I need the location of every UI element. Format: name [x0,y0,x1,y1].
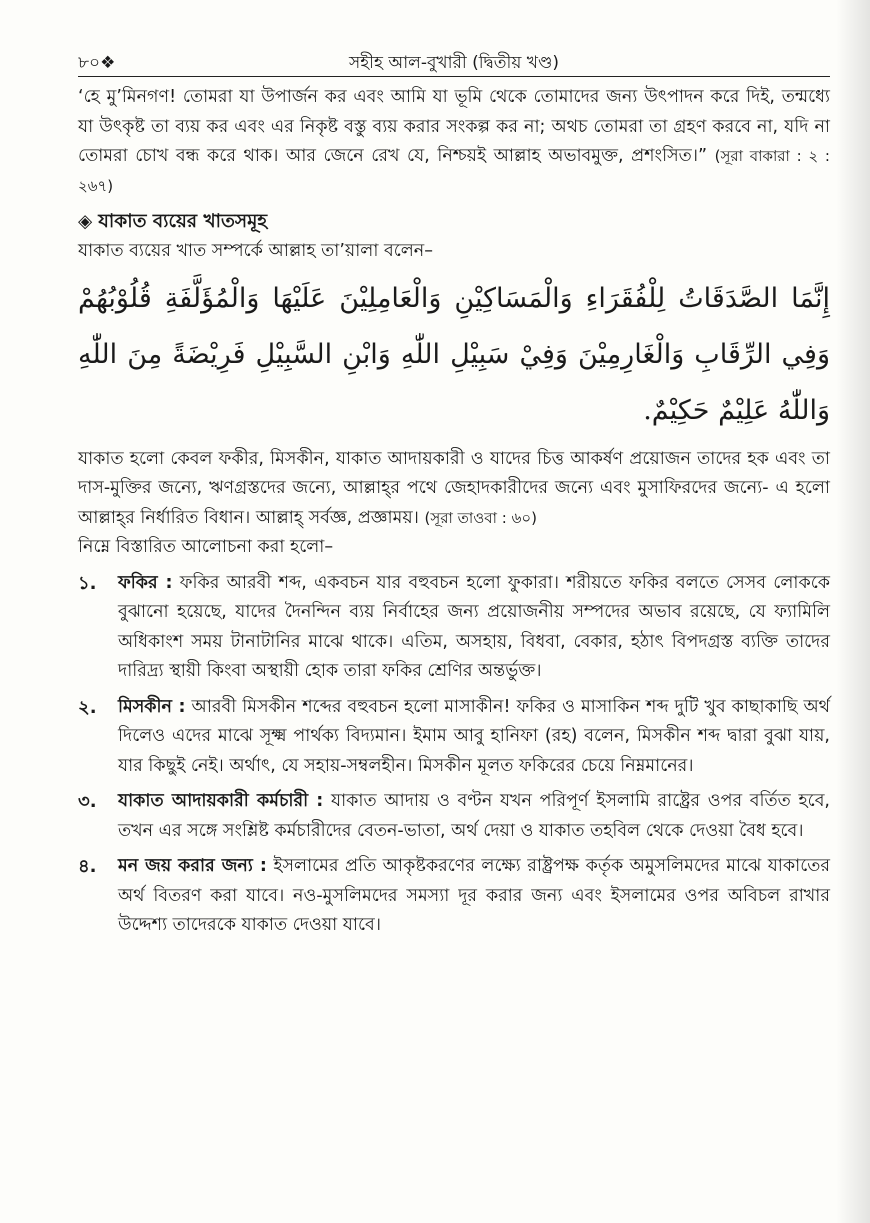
item-text: ইসলামের প্রতি আকৃষ্টকরণের লক্ষ্যে রাষ্ট্রপক্ষ কর্তৃক অমুসলিমদের মাঝে যাকাতের অর্থ বিতরণ করা যাবে। নও-মুসলিমদের সমস্যা দূর করার জন্য এবং ইসলামের ওপর অবিচল রাখার উদ্দেশ্য তাদেরকে যাকাত দেওয়া যাবে। [118,856,830,935]
translation-text: যাকাত হলো কেবল ফকীর, মিসকীন, যাকাত আদায়কারী ও যাদের চিত্ত আকর্ষণ প্রয়োজন তাদের হক এবং তা দাস-মুক্তির জন্যে, ঋণগ্রস্তদের জন্যে, আল্লাহ্‌র পথে জেহাদকারীদের জন্যে এবং মুসাফিরদের জন্যে- এ হলো আল্লাহ্‌র নির্ধারিত বিধান। আল্লাহ্ সর্বজ্ঞ, প্রজ্ঞাময়। [78,448,830,528]
item-term: যাকাত আদায়কারী কর্মচারী : [118,791,324,811]
page-edge-shadow [836,0,870,1223]
book-page [78,42,830,941]
section-lead: যাকাত ব্যয়ের খাত সম্পর্কে আল্লাহ তা’য়ালা বলেন– [78,241,433,261]
list-item [78,852,830,941]
item-body [118,852,830,941]
item-text: আরবী মিসকীন শব্দের বহুবচন হলো মাসাকীন! ফকির ও মাসাকিন শব্দ দুটি খুব কাছাকাছি অর্থ দিলেও এদের মাঝে সূক্ষ্ম পার্থক্য বিদ্যমান। ইমাম আবু হানিফা (রহ) বলেন, মিসকীন শব্দ দ্বারা বুঝা যায়, যার কিছুই নেই। অর্থাৎ, যে সহায়-সম্বলহীন। মিসকীন মূলত ফকিরের চেয়ে নিম্নমানের। [118,696,830,776]
item-number: ৩. [78,791,97,812]
expenditure-list [78,569,830,941]
item-text: ফকির আরবী শব্দ, একবচন যার বহুবচন হলো ফুকারা। শরীয়তে ফকির বলতে সেসব লোককে বুঝানো হয়েছে, যাদের দৈনন্দিন ব্যয় নির্বাহের জন্য প্রয়োজনীয় সম্পদের অভাব রয়েছে, যে ফ্যামিলি অধিকাংশ সময় টানাটানির মাঝে থাকে। এতিম, অসহায়, বিধবা, বেকার, হঠাৎ বিপদগ্রস্ত ব্যক্তি তাদের দারিদ্র্য স্থায়ী কিংবা অস্থায়ী হোক তারা ফকির শ্রেণির অন্তর্ভুক্ত। [118,572,830,681]
item-text: যাকাত আদায় ও বণ্টন যখন পরিপূর্ণ ইসলামি রাষ্ট্রের ওপর বর্তিত হবে, তখন এর সঙ্গে সংশ্লিষ্ট কর্মচারীদের বেতন-ভাতা, অর্থ দেয়া ও যাকাত তহবিল থেকে দেওয়া বৈধ হবে। [118,791,830,841]
arabic-verse: إِنَّمَا الصَّدَقَاتُ لِلْفُقَرَاءِ وَالْمَسَاكِيْنِ وَالْعَامِلِيْنَ عَلَيْهَا وَالْمُؤَلَّفَةِ قُلُوْبُهُمْ وَفِي الرِّقَابِ وَالْغَارِمِيْنَ وَفِيْ سَبِيْلِ اللّٰهِ وَابْنِ السَّبِيْلِ فَرِيْضَةً مِنَ اللّٰهِ وَاللّٰهُ عَلِيْمٌ حَكِيْمٌ. [78,282,830,426]
intro-citation: (সূরা বাকারা : ২ : ২৬৭) [78,147,830,195]
intro-quote: ‘হে মু’মিনগণ! তোমরা যা উপার্জন কর এবং আমি যা ভূমি থেকে তোমাদের জন্য উৎপাদন করে দিই, তন্মধ্যে যা উৎকৃষ্ট তা ব্যয় কর এবং এর নিকৃষ্ট বস্তু ব্যয় করার সংকল্প কর না; অথচ তোমরা তা গ্রহণ করবে না, যদি না তোমরা চোখ বন্ধ করে থাক। আর জেনে রেখ যে, নিশ্চয়ই আল্লাহ অভাবমুক্ত, প্রশংসিত।” [78,87,830,166]
item-number: ১. [78,572,97,594]
item-body [118,787,830,846]
translation-citation: (সূরা তাওবা : ৬০) [424,508,537,527]
item-number: ৪. [78,856,97,877]
item-term: ফকির : [118,572,173,593]
section-heading [78,207,830,237]
item-body [118,693,830,782]
item-body [118,569,830,687]
page-number: ৮০❖ [78,53,116,73]
verse-translation [78,445,830,534]
details-lead: নিম্নে বিস্তারিত আলোচনা করা হলো– [78,537,334,557]
running-title: সহীহ আল-বুখারী (দ্বিতীয় খণ্ড) [348,53,559,73]
page-header [78,42,830,77]
diamond-bullet-icon: ◈ [78,211,93,232]
item-term: মন জয় করার জন্য : [118,856,267,876]
list-item [78,693,830,782]
item-term: মিসকীন : [118,696,186,717]
intro-paragraph [78,83,830,201]
section-heading-text: যাকাত ব্যয়ের খাতসমূহ [98,211,268,232]
item-number: ২. [78,696,97,718]
list-item [78,787,830,846]
list-item [78,569,830,687]
